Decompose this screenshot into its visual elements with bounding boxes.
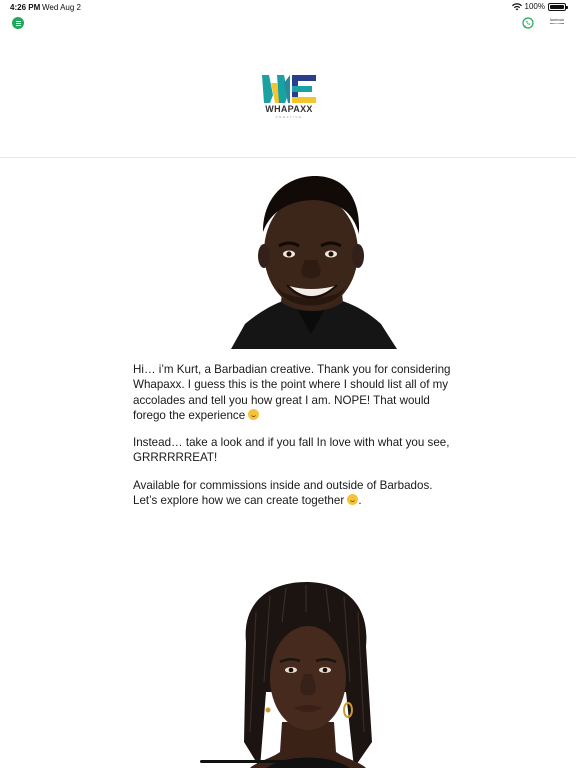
logo-name: WHAPAXX bbox=[265, 104, 313, 114]
smile-emoji-icon bbox=[347, 494, 358, 505]
battery-icon bbox=[548, 3, 566, 11]
header-divider bbox=[0, 157, 576, 158]
smile-emoji-icon bbox=[248, 409, 259, 420]
we-logo-mark bbox=[260, 75, 318, 103]
wifi-icon bbox=[512, 3, 522, 11]
battery-fill bbox=[550, 5, 564, 9]
battery-percent: 100% bbox=[524, 2, 545, 11]
logo-tagline: CREATIVE bbox=[275, 115, 303, 119]
bio-section bbox=[133, 362, 451, 520]
menu-button[interactable] bbox=[12, 17, 24, 29]
whapaxx-logo[interactable] bbox=[260, 75, 318, 119]
whatsapp-icon[interactable] bbox=[522, 17, 534, 29]
status-time: 4:26 PM bbox=[10, 3, 41, 12]
bio-paragraph-3 bbox=[133, 478, 451, 509]
facebook-label: facebook bbox=[549, 18, 565, 22]
kurt-portrait bbox=[231, 174, 397, 349]
bio-paragraph-3-text: Available for commissions inside and outside of Barbados. Let’s explore how we can create together bbox=[133, 478, 433, 508]
status-right bbox=[512, 2, 566, 11]
bio-paragraph-1-text: Hi… i’m Kurt, a Barbadian creative. Thank you for considering Whapaxx. I guess this is the point where I should list all of my accolades and tell you how great I am. NOPE! That would forego the experience bbox=[133, 363, 451, 422]
status-bar bbox=[0, 0, 576, 14]
woman-portrait bbox=[236, 582, 380, 768]
status-date: Wed Aug 2 bbox=[42, 3, 81, 12]
home-indicator[interactable] bbox=[200, 760, 326, 763]
menu-icon bbox=[16, 23, 21, 24]
bio-paragraph-1 bbox=[133, 362, 451, 423]
bio-paragraph-2: Instead… take a look and if you fall In love with what you see, GRRRRRREAT! bbox=[133, 436, 450, 465]
bio-paragraph-3-end: . bbox=[358, 494, 362, 508]
facebook-bar bbox=[550, 23, 564, 24]
facebook-button[interactable] bbox=[548, 18, 566, 28]
